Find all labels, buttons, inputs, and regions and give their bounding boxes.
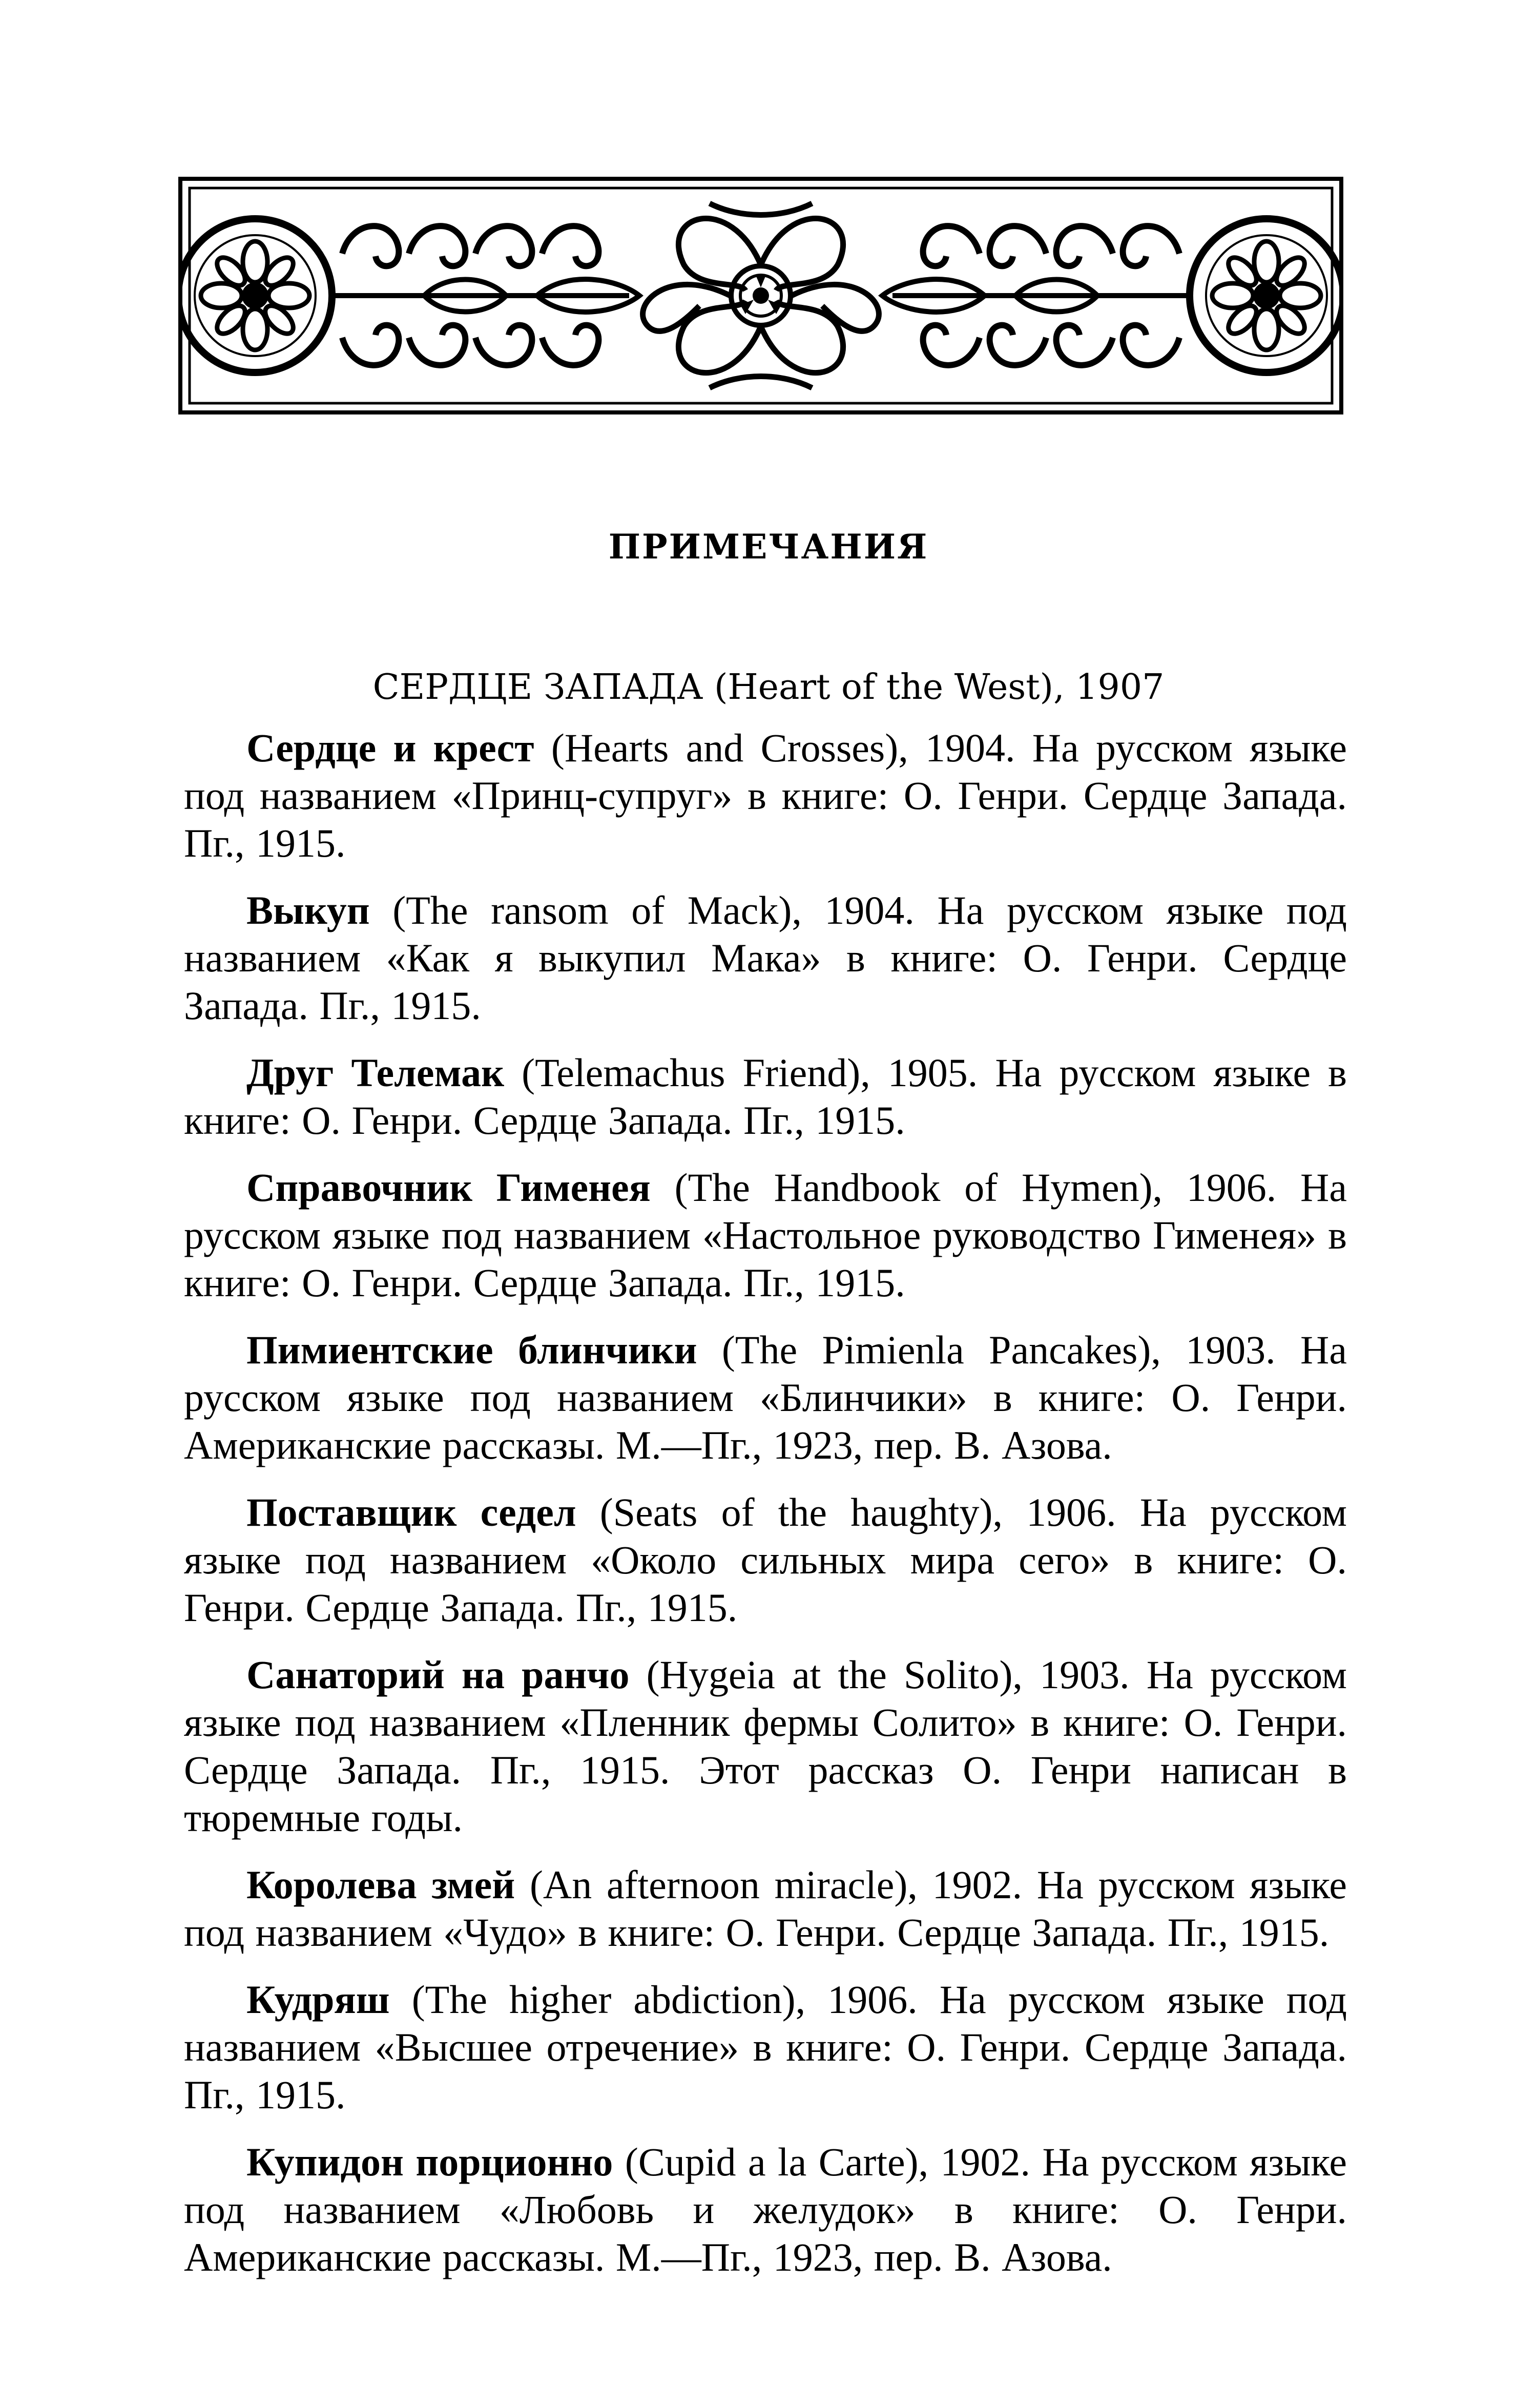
- page-title: ПРИМЕЧАНИЯ: [608, 527, 929, 567]
- note-title: Королева змей: [246, 1862, 515, 1907]
- note-item: [184, 1861, 1347, 1956]
- note-text: (The Pimienla Pancakes), 1903. На русском языке под названием «Блинчики» в книге: О. Генри. Американские рассказы. М.—Пг., 1923, пер. В. Азова.: [184, 1327, 1347, 1467]
- note-text: (Telemachus Friend), 1905. На русском языке в книге: О. Генри. Сердце Запада. Пг., 1915.: [184, 1050, 1347, 1143]
- note-text: (The ransom of Mack), 1904. На русском языке под названием «Как я выкупил Мака» в книге: О. Генри. Сердце Запада. Пг., 1915.: [184, 888, 1347, 1028]
- note-item: [184, 1049, 1347, 1144]
- note-title: Пимиентские блинчики: [246, 1327, 697, 1372]
- note-text: (An afternoon miracle), 1902. На русском языке под названием «Чудо» в книге: О. Генри. Сердце Запада. Пг., 1915.: [184, 1862, 1347, 1955]
- section-title: СЕРДЦЕ ЗАПАДА (Heart of the West), 1907: [372, 667, 1165, 708]
- note-item: [184, 1488, 1347, 1631]
- note-item: [184, 886, 1347, 1029]
- note-item: [184, 1976, 1347, 2119]
- note-text: (Seats of the haughty), 1906. На русском языке под названием «Около сильных мира сего» в книге: О. Генри. Сердце Запада. Пг., 1915.: [184, 1490, 1347, 1630]
- note-item: [184, 1326, 1347, 1469]
- floral-ornament-banner-icon: [178, 177, 1343, 414]
- note-title: Выкуп: [246, 888, 370, 932]
- note-title: Поставщик седел: [246, 1490, 576, 1534]
- note-item: [184, 2138, 1347, 2281]
- notes-list: [184, 724, 1347, 2300]
- note-text: (The Handbook of Hymen), 1906. На русском языке под названием «Настольное руководство Гименея» в книге: О. Генри. Сердце Запада. Пг., 1915.: [184, 1165, 1347, 1305]
- note-title: Справочник Гименея: [246, 1165, 651, 1210]
- note-text: (Hearts and Crosses), 1904. На русском языке под названием «Принц-супруг» в книге: О. Генри. Сердце Запада. Пг., 1915.: [184, 725, 1347, 865]
- note-item: [184, 724, 1347, 867]
- note-text: (The higher abdiction), 1906. На русском языке под названием «Высшее отречение» в книге: О. Генри. Сердце Запада. Пг., 1915.: [184, 1977, 1347, 2117]
- note-title: Друг Телемак: [246, 1050, 505, 1095]
- note-item: [184, 1164, 1347, 1306]
- note-title: Кудряш: [246, 1977, 390, 2022]
- note-item: [184, 1651, 1347, 1841]
- note-title: Санаторий на ранчо: [246, 1652, 630, 1697]
- note-title: Сердце и крест: [246, 725, 534, 770]
- note-title: Купидон порционно: [246, 2140, 613, 2184]
- note-text: (Hygeia at the Solito), 1903. На русском языке под названием «Пленник фермы Солито» в книге: О. Генри. Сердце Запада. Пг., 1915. Этот рассказ О. Генри написан в тюремные годы.: [184, 1652, 1347, 1840]
- note-text: (Cupid a la Carte), 1902. На русском языке под названием «Любовь и желудок» в книге: О. Генри. Американские рассказы. М.—Пг., 1923, пер. В. Азова.: [184, 2140, 1347, 2279]
